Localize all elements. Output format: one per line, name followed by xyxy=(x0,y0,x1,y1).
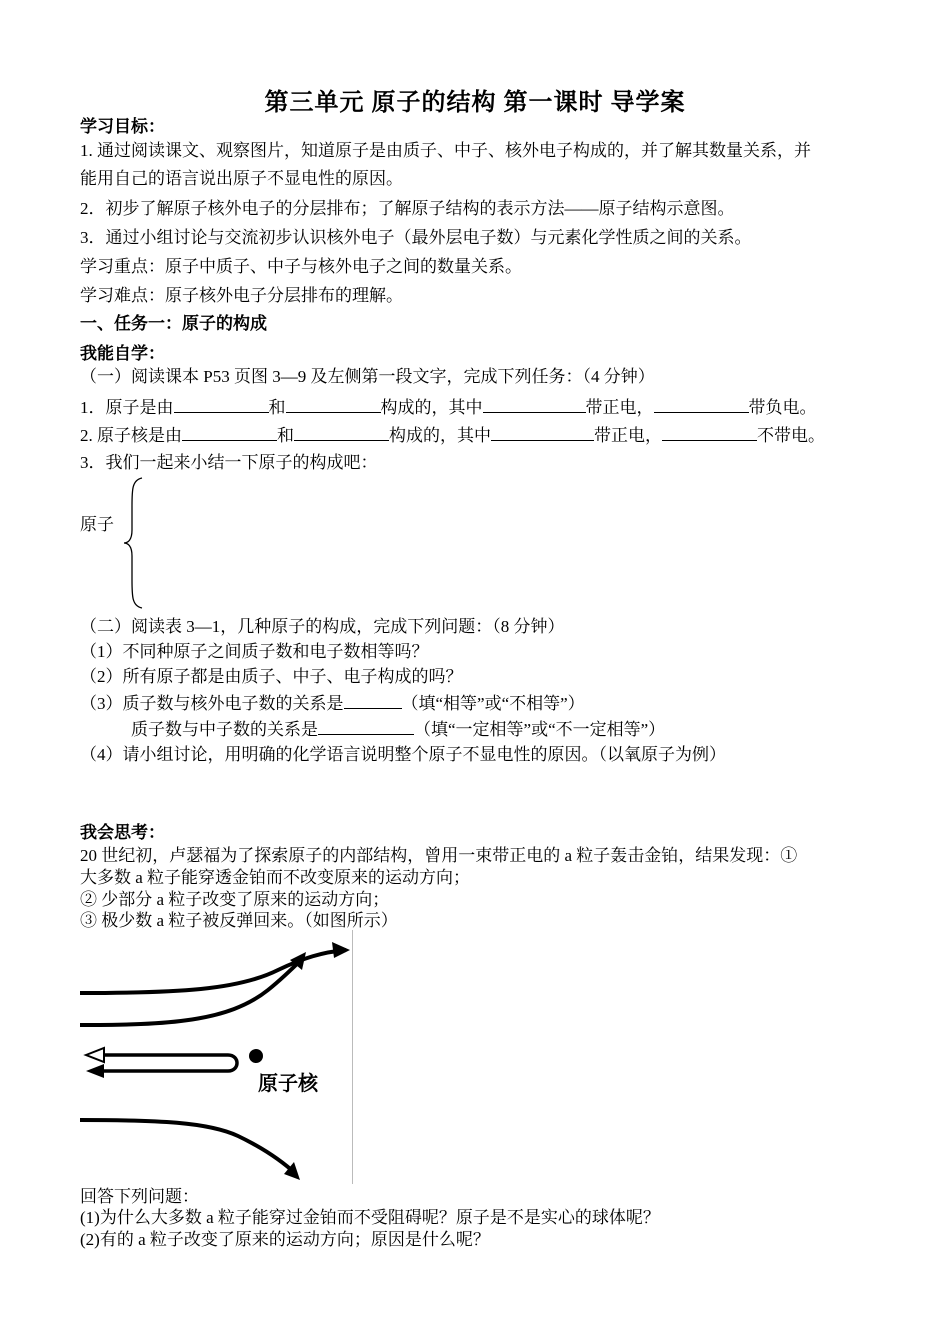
q1-text-5: 带负电。 xyxy=(748,398,817,417)
q1-blank-1[interactable] xyxy=(174,396,269,413)
reflected-path xyxy=(90,1055,237,1071)
question-3: 3．我们一起来小结一下原子的构成吧： xyxy=(80,453,378,472)
document-title: 第三单元 原子的结构 第一课时 导学案 xyxy=(264,90,686,116)
part2-question-4: （4）请小组讨论，用明确的化学语言说明整个原子不显电性的原因。（以氧原子为例） xyxy=(80,745,726,764)
goal-2: 2．初步了解原子核外电子的分层排布；了解原子结构的表示方法——原子结构示意图。 xyxy=(80,199,735,218)
answer-question-1: (1)为什么大多数 a 粒子能穿过金铂而不受阻碍呢？原子是不是实心的球体呢？ xyxy=(80,1208,660,1227)
p3b-text-1: 质子数与中子数的关系是 xyxy=(131,720,318,739)
think-line-1: 20 世纪初，卢瑟福为了探索原子的内部结构，曾用一束带正电的 a 粒子轰击金铂，结果发现：① xyxy=(80,846,798,865)
goal-1-line-1: 1. 通过阅读课文、观察图片，知道原子是由质子、中子、核外电子构成的，并了解其数量关系，并 xyxy=(80,141,811,160)
self-study-heading: 我能自学： xyxy=(80,344,165,363)
figure-divider xyxy=(352,930,353,1184)
deflected-path-lower xyxy=(80,1120,296,1174)
q2-text-1: 2. 原子核是由 xyxy=(80,426,182,445)
q1-blank-3[interactable] xyxy=(483,396,586,413)
arrowhead-upper xyxy=(332,942,350,958)
nucleus-dot xyxy=(249,1049,263,1063)
think-heading: 我会思考： xyxy=(80,823,165,842)
q2-text-4: 带正电， xyxy=(594,426,662,445)
question-2 xyxy=(80,424,825,447)
key-point: 学习重点：原子中质子、中子与核外电子之间的数量关系。 xyxy=(80,257,522,276)
q2-blank-2[interactable] xyxy=(294,424,389,441)
curly-brace xyxy=(118,476,148,610)
part1-instruction: （一）阅读课本 P53 页图 3—9 及左侧第一段文字，完成下列任务：（4 分钟） xyxy=(80,367,655,386)
answer-heading: 回答下列问题： xyxy=(80,1187,199,1206)
think-line-4: ③ 极少数 a 粒子被反弹回来。（如图所示） xyxy=(80,911,398,930)
q2-text-3: 构成的，其中 xyxy=(389,426,491,445)
p3b-text-2: （填“一定相等”或“不一定相等”） xyxy=(414,720,666,739)
part2-question-2: （2）所有原子都是由质子、中子、电子构成的吗？ xyxy=(80,667,463,686)
arrowhead-reflected-in xyxy=(86,1048,104,1062)
goals-heading: 学习目标： xyxy=(80,117,165,136)
atom-label: 原子 xyxy=(80,515,114,534)
q1-blank-4[interactable] xyxy=(654,396,749,413)
arrowhead-reflected-out xyxy=(86,1064,104,1078)
q2-blank-4[interactable] xyxy=(662,424,757,441)
q2-blank-3[interactable] xyxy=(491,424,594,441)
question-1 xyxy=(80,396,817,419)
rutherford-scattering-figure xyxy=(78,930,352,1184)
part2-question-3b xyxy=(131,718,665,741)
deflected-path-upper xyxy=(80,950,346,993)
nucleus-label: 原子核 xyxy=(258,1071,318,1095)
p3a-text-1: （3）质子数与核外电子数的关系是 xyxy=(80,694,344,713)
task1-heading: 一、任务一：原子的构成 xyxy=(80,314,267,333)
q1-text-3: 构成的，其中 xyxy=(380,398,483,417)
q1-blank-2[interactable] xyxy=(286,396,381,413)
p3a-text-2: （填“相等”或“不相等”） xyxy=(401,694,585,713)
p3a-blank[interactable] xyxy=(344,692,402,709)
q1-text-1: 1．原子是由 xyxy=(80,398,174,417)
part2-question-1: （1）不同种原子之间质子数和电子数相等吗？ xyxy=(80,642,429,661)
goal-1-line-2: 能用自己的语言说出原子不显电性的原因。 xyxy=(80,169,403,188)
q2-blank-1[interactable] xyxy=(182,424,277,441)
part2-instruction: （二）阅读表 3—1，几种原子的构成，完成下列问题：（8 分钟） xyxy=(80,617,565,636)
think-line-3: ② 少部分 a 粒子改变了原来的运动方向； xyxy=(80,890,390,909)
q1-text-2: 和 xyxy=(268,398,286,417)
p3b-blank[interactable] xyxy=(318,718,414,735)
answer-question-2: (2)有的 a 粒子改变了原来的运动方向；原因是什么呢？ xyxy=(80,1230,490,1249)
think-line-2: 大多数 a 粒子能穿透金铂而不改变原来的运动方向； xyxy=(80,868,471,887)
q1-text-4: 带正电， xyxy=(585,398,654,417)
q2-text-5: 不带电。 xyxy=(757,426,825,445)
q2-text-2: 和 xyxy=(277,426,294,445)
goal-3: 3．通过小组讨论与交流初步认识核外电子（最外层电子数）与元素化学性质之间的关系。 xyxy=(80,228,752,247)
part2-question-3a xyxy=(80,692,585,715)
difficult-point: 学习难点：原子核外电子分层排布的理解。 xyxy=(80,286,403,305)
